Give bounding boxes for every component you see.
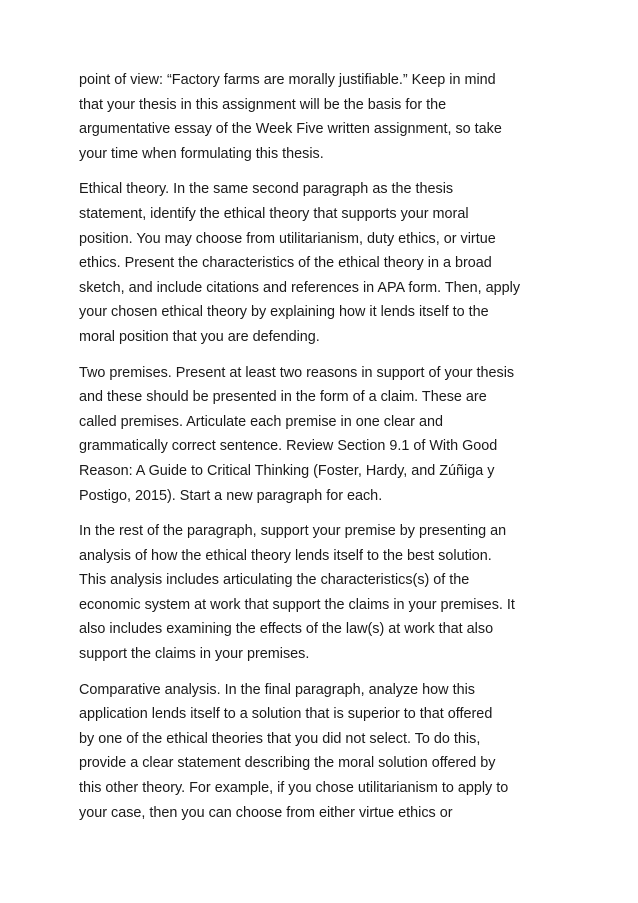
text-line: by one of the ethical theories that you did not select. To do this, (79, 730, 481, 747)
text-line: support the claims in your premises. (79, 646, 310, 663)
document-body (79, 68, 563, 836)
text-line: Ethical theory. In the same second paragraph as the thesis (79, 181, 454, 198)
text-line: position. You may choose from utilitarianism, duty ethics, or virtue (79, 230, 496, 247)
text-line: and these should be presented in the form of a claim. These are (79, 389, 487, 406)
text-line: Postigo, 2015). Start a new paragraph for each. (79, 487, 383, 504)
text-line: Reason: A Guide to Critical Thinking (Foster, Hardy, and Zúñiga y (79, 462, 495, 479)
text-line: grammatically correct sentence. Review Section 9.1 of With Good (79, 438, 498, 455)
text-line: moral position that you are defending. (79, 328, 320, 345)
text-line: Comparative analysis. In the final paragraph, analyze how this (79, 681, 475, 698)
text-line: this other theory. For example, if you chose utilitarianism to apply to (79, 780, 509, 797)
text-line: called premises. Articulate each premise in one clear and (79, 413, 443, 430)
text-line: This analysis includes articulating the characteristics(s) of the (79, 572, 470, 589)
paragraph (79, 177, 563, 349)
text-line: application lends itself to a solution that is superior to that offered (79, 706, 493, 723)
text-line: Two premises. Present at least two reasons in support of your thesis (79, 364, 515, 381)
text-line: your time when formulating this thesis. (79, 145, 324, 162)
paragraph (79, 68, 563, 166)
text-line: ethics. Present the characteristics of the ethical theory in a broad (79, 255, 492, 272)
text-line: economic system at work that support the claims in your premises. It (79, 596, 515, 613)
text-line: provide a clear statement describing the moral solution offered by (79, 755, 496, 772)
text-line: your chosen ethical theory by explaining how it lends itself to the (79, 304, 489, 321)
paragraph (79, 519, 563, 667)
paragraph (79, 361, 563, 509)
paragraph (79, 678, 563, 826)
text-line: analysis of how the ethical theory lends itself to the best solution. (79, 547, 492, 564)
text-line: your case, then you can choose from either virtue ethics or (79, 804, 453, 821)
text-line: statement, identify the ethical theory that supports your moral (79, 205, 469, 222)
text-line: argumentative essay of the Week Five written assignment, so take (79, 121, 502, 138)
text-line: In the rest of the paragraph, support your premise by presenting an (79, 523, 507, 540)
text-line: that your thesis in this assignment will be the basis for the (79, 96, 447, 113)
text-line: point of view: “Factory farms are morally justifiable.” Keep in mind (79, 72, 496, 88)
text-line: also includes examining the effects of the law(s) at work that also (79, 621, 494, 638)
text-line: sketch, and include citations and references in APA form. Then, apply (79, 279, 521, 296)
